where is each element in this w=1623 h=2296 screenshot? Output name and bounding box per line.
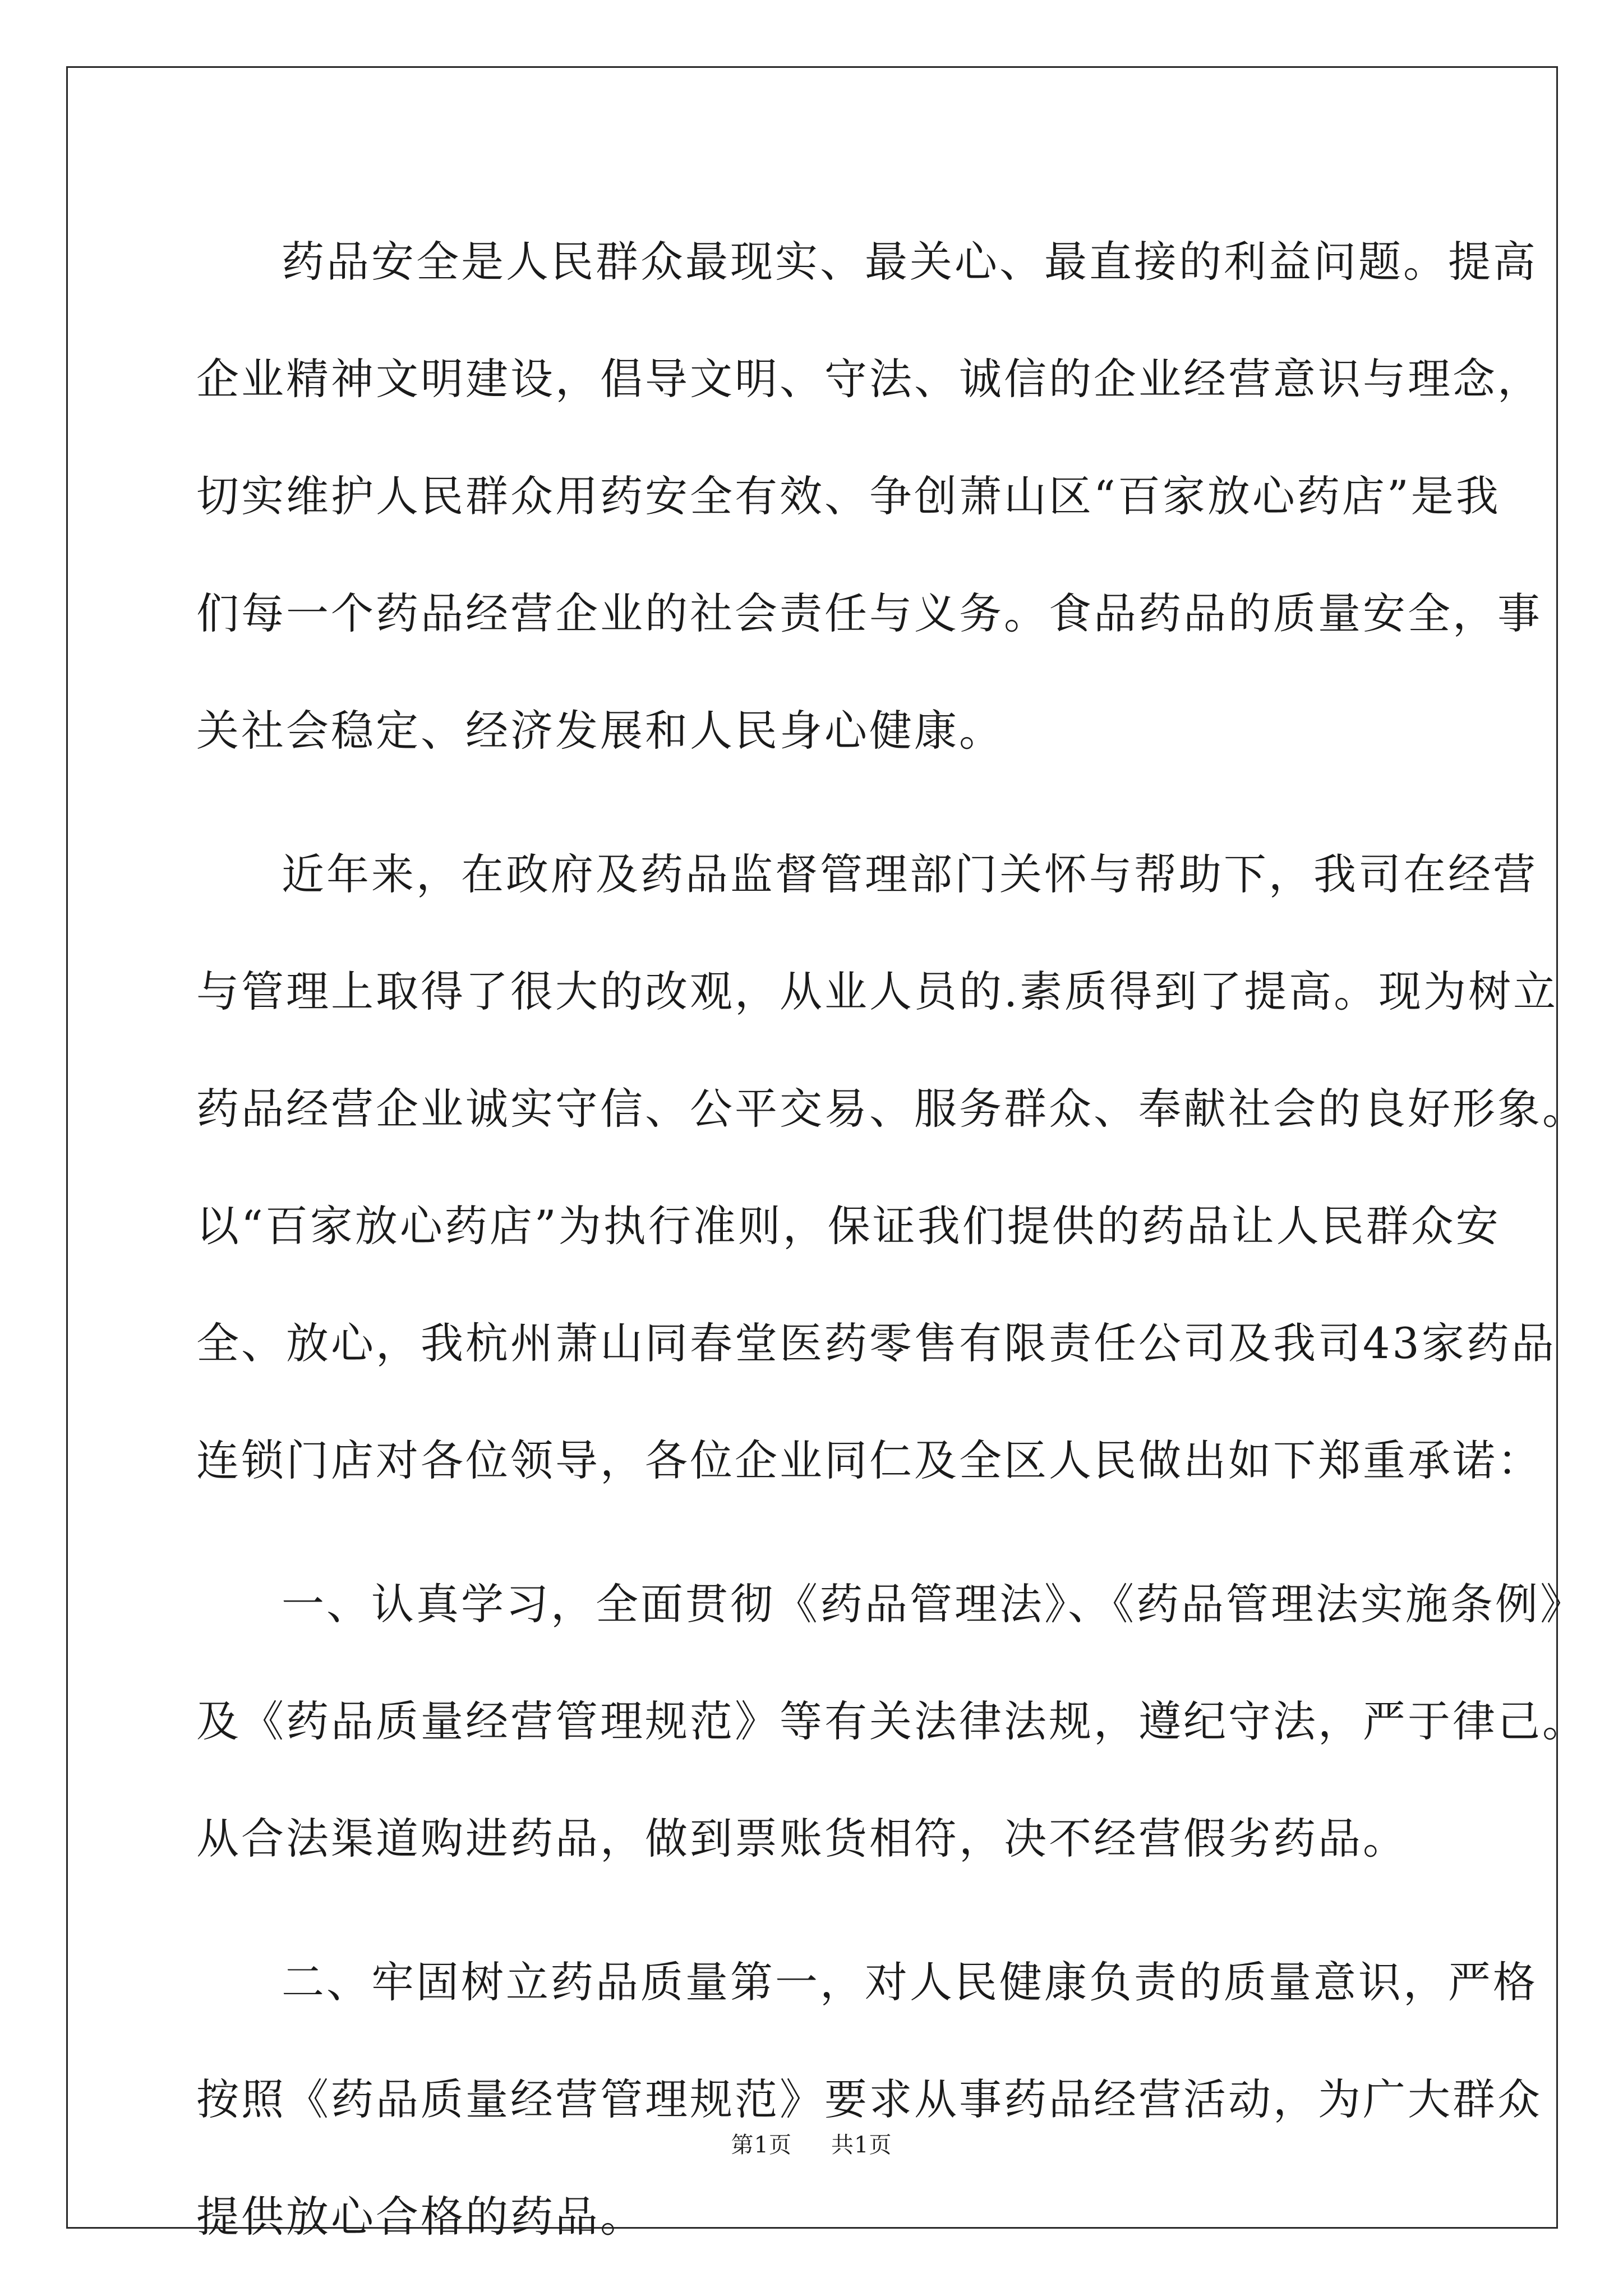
paragraph-3 — [196, 1545, 1587, 1897]
paragraph-line: 连锁门店对各位领导，各位企业同仁及全区人民做出如下郑重承诺： — [196, 1435, 1542, 1485]
paragraph-line: 近年来，在政府及药品监督管理部门关怀与帮助下，我司在经营 — [282, 849, 1538, 899]
paragraph-line: 二、牢固树立药品质量第一，对人民健康负责的质量意识，严格 — [282, 1957, 1538, 2007]
paragraph-line: 药品安全是人民群众最现实、最关心、最直接的利益问题。提高 — [282, 237, 1538, 287]
paragraph-1 — [196, 203, 1542, 789]
paragraph-2 — [196, 816, 1587, 1519]
page-number: 第1页 — [731, 2132, 792, 2158]
paragraph-line: 及《药品质量经营管理规范》等有关法律法规，遵纪守法，严于律己。 — [196, 1696, 1587, 1746]
document-body — [196, 203, 1587, 2275]
paragraph-line: 关社会稳定、经济发展和人民身心健康。 — [196, 706, 1004, 756]
paragraph-line: 全、放心，我杭州萧山同春堂医药零售有限责任公司及我司43家药品 — [196, 1318, 1556, 1368]
paragraph-line: 们每一个药品经营企业的社会责任与义务。食品药品的质量安全，事 — [196, 588, 1542, 638]
paragraph-line: 按照《药品质量经营管理规范》要求从事药品经营活动，为广大群众 — [196, 2074, 1542, 2124]
paragraph-line: 提供放心合格的药品。 — [196, 2192, 645, 2242]
paragraph-line: 以“百家放心药店”为执行准则，保证我们提供的药品让人民群众安 — [196, 1201, 1501, 1251]
paragraph-line: 企业精神文明建设，倡导文明、守法、诚信的企业经营意识与理念， — [196, 354, 1542, 404]
paragraph-line: 一、认真学习，全面贯彻《药品管理法》、《药品管理法实施条例》 — [282, 1579, 1585, 1629]
paragraph-line: 与管理上取得了很大的改观，从业人员的.素质得到了提高。现为树立 — [196, 967, 1559, 1016]
paragraph-line: 药品经营企业诚实守信、公平交易、服务群众、奉献社会的良好形象。 — [196, 1084, 1587, 1134]
paragraph-line: 从合法渠道购进药品，做到票账货相符，决不经营假劣药品。 — [196, 1814, 1408, 1864]
page-footer — [0, 2127, 1623, 2159]
page-total: 共1页 — [831, 2132, 892, 2158]
paragraph-4 — [196, 1924, 1542, 2275]
paragraph-line: 切实维护人民群众用药安全有效、争创萧山区“百家放心药店”是我 — [196, 471, 1501, 521]
